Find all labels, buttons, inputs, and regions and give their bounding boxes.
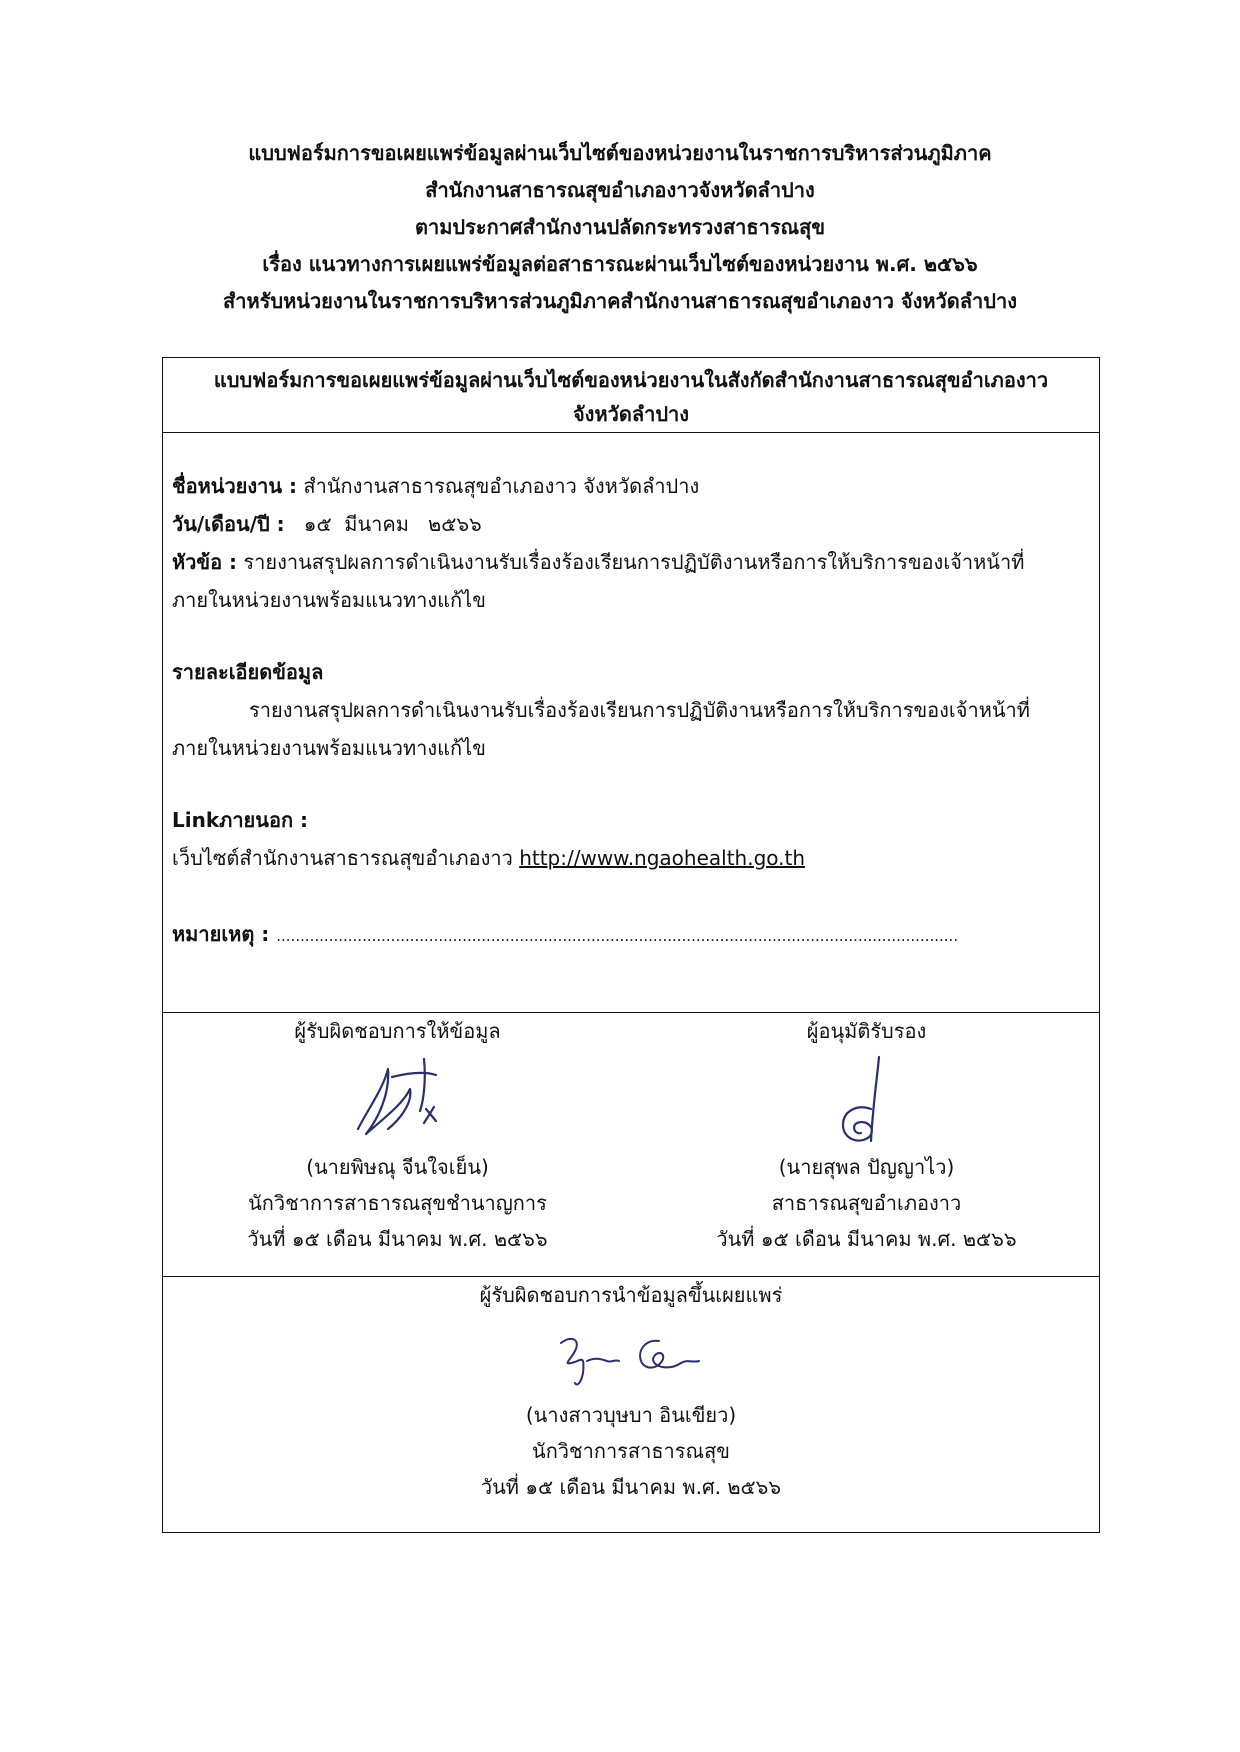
publisher-date: วันที่ ๑๕ เดือน มีนาคม พ.ศ. ๒๕๖๖ xyxy=(480,1475,782,1499)
provider-role: ผู้รับผิดชอบการให้ข้อมูล xyxy=(294,1019,501,1043)
approver-signature-icon xyxy=(797,1049,937,1149)
date-value: ๑๕ มีนาคม ๒๕๖๖ xyxy=(284,512,482,536)
header-line-2: สำนักงานสาธารณสุขอำเภองาวจังหวัดลำปาง xyxy=(425,178,815,202)
publisher-name: (นางสาวบุษบา อินเขียว) xyxy=(525,1403,737,1427)
form-details-section xyxy=(163,433,1099,1013)
remark-dots: ............................................................................................................................................... xyxy=(276,927,959,945)
website-text: เว็บไซต์สำนักงานสาธารณสุขอำเภองาว xyxy=(172,846,520,870)
document-header xyxy=(0,135,1240,320)
provider-signature-icon xyxy=(328,1049,468,1149)
form-title xyxy=(163,358,1099,433)
publisher-signature-block xyxy=(163,1277,1099,1532)
website-link[interactable]: http://www.ngaohealth.go.th xyxy=(519,846,806,870)
form-title-line-1: แบบฟอร์มการขอเผยแพร่ข้อมูลผ่านเว็บไซต์ของหน่วยงานในสังกัดสำนักงานสาธารณสุขอำเภองาว xyxy=(213,368,1049,392)
publisher-position: นักวิชาการสาธารณสุข xyxy=(532,1439,730,1463)
external-link-label: Linkภายนอก : xyxy=(172,808,309,832)
topic-row-2 xyxy=(172,581,486,619)
detail-label: รายละเอียดข้อมูล xyxy=(172,660,324,684)
header-line-1: แบบฟอร์มการขอเผยแพร่ข้อมูลผ่านเว็บไซต์ของหน่วยงานในราชการบริหารส่วนภูมิภาค xyxy=(248,141,992,165)
remark-label: หมายเหตุ : xyxy=(172,922,277,946)
date-row xyxy=(172,505,482,543)
remark-row xyxy=(172,915,958,955)
approver-position: สาธารณสุขอำเภองาว xyxy=(771,1191,962,1215)
detail-line-1: รายงานสรุปผลการดำเนินงานรับเรื่องร้องเรียนการปฏิบัติงานหรือการให้บริการของเจ้าหน้าที่ xyxy=(249,698,1030,722)
provider-date: วันที่ ๑๕ เดือน มีนาคม พ.ศ. ๒๕๖๖ xyxy=(247,1227,548,1251)
publication-form xyxy=(162,357,1100,1533)
header-line-3: ตามประกาศสำนักงานปลัดกระทรวงสาธารณสุข xyxy=(414,215,825,239)
publisher-role: ผู้รับผิดชอบการนำข้อมูลขึ้นเผยแพร่ xyxy=(479,1283,783,1307)
header-line-5: สำหรับหน่วยงานในราชการบริหารส่วนภูมิภาคสำนักงานสาธารณสุขอำเภองาว จังหวัดลำปาง xyxy=(223,289,1017,313)
topic-value-line-1: รายงานสรุปผลการดำเนินงานรับเรื่องร้องเรียนการปฏิบัติงานหรือการให้บริการของเจ้าหน้าที่ xyxy=(237,550,1025,574)
topic-value-line-2: ภายในหน่วยงานพร้อมแนวทางแก้ไข xyxy=(172,588,486,612)
agency-label: ชื่อหน่วยงาน : xyxy=(172,474,298,498)
signature-section xyxy=(163,1013,1099,1277)
approver-name: (นายสุพล ปัญญาไว) xyxy=(778,1155,955,1179)
approver-signature-block xyxy=(632,1013,1101,1257)
agency-row xyxy=(172,467,699,505)
provider-position: นักวิชาการสาธารณสุขชำนาญการ xyxy=(248,1191,547,1215)
topic-row xyxy=(172,543,1024,581)
detail-line-2: ภายในหน่วยงานพร้อมแนวทางแก้ไข xyxy=(172,736,486,760)
publisher-signature-icon xyxy=(531,1313,731,1397)
form-title-line-2: จังหวัดลำปาง xyxy=(572,402,690,426)
website-row xyxy=(172,839,805,877)
topic-label: หัวข้อ : xyxy=(172,550,238,574)
agency-value: สำนักงานสาธารณสุขอำเภองาว จังหวัดลำปาง xyxy=(297,474,700,498)
approver-date: วันที่ ๑๕ เดือน มีนาคม พ.ศ. ๒๕๖๖ xyxy=(716,1227,1017,1251)
header-line-4: เรื่อง แนวทางการเผยแพร่ข้อมูลต่อสาธารณะผ่านเว็บไซต์ของหน่วยงาน พ.ศ. ๒๕๖๖ xyxy=(262,252,978,276)
provider-signature-block xyxy=(163,1013,632,1257)
provider-name: (นายพิษณุ จีนใจเย็น) xyxy=(306,1155,489,1179)
date-label: วัน/เดือน/ปี : xyxy=(172,512,285,536)
approver-role: ผู้อนุมัติรับรอง xyxy=(806,1019,927,1043)
